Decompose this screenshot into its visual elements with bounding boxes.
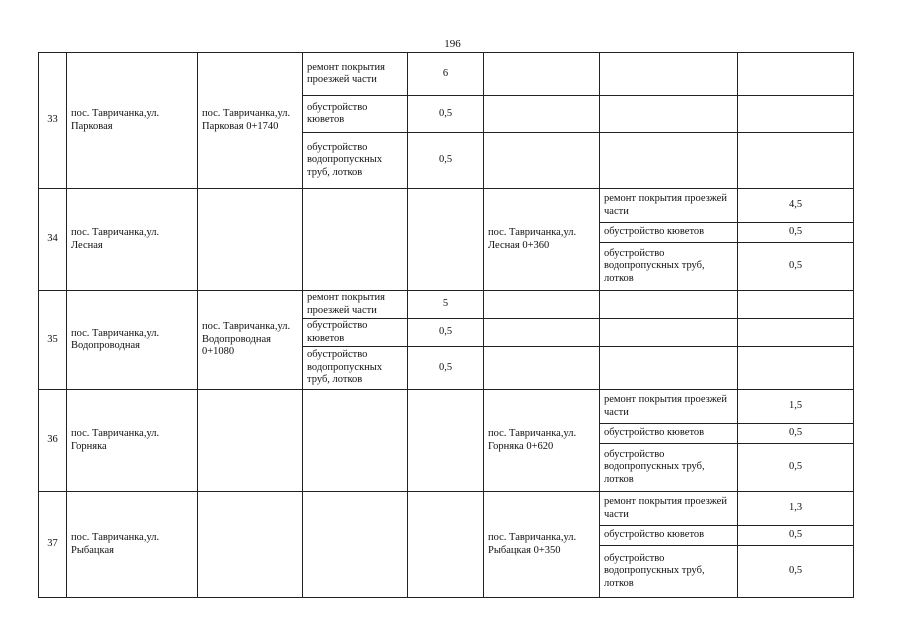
work-value: 0,5 bbox=[408, 319, 484, 347]
roads-table bbox=[38, 52, 854, 598]
work-name: обустройство кюветов bbox=[600, 424, 738, 444]
empty-cell bbox=[484, 319, 600, 347]
work-value: 0,5 bbox=[408, 133, 484, 189]
empty-cell bbox=[198, 390, 303, 492]
work-name: ремонт покрытия проезжей части bbox=[303, 53, 408, 96]
empty-cell bbox=[600, 291, 738, 319]
work-name: обустройство кюветов bbox=[600, 526, 738, 546]
location-cell: пос. Тавричанка,ул. Рыбацкая 0+350 bbox=[484, 492, 600, 598]
street-cell: пос. Тавричанка,ул. Лесная bbox=[67, 189, 198, 291]
location-cell: пос. Тавричанка,ул. Горняка 0+620 bbox=[484, 390, 600, 492]
row-number: 34 bbox=[39, 189, 67, 291]
row-number: 33 bbox=[39, 53, 67, 189]
empty-cell bbox=[198, 492, 303, 598]
work-name: обустройство водопропускных труб, лотков bbox=[600, 243, 738, 291]
empty-cell bbox=[600, 133, 738, 189]
location-cell: пос. Тавричанка,ул. Лесная 0+360 bbox=[484, 189, 600, 291]
empty-cell bbox=[600, 96, 738, 133]
empty-cell bbox=[303, 189, 408, 291]
work-value: 0,5 bbox=[738, 243, 854, 291]
empty-cell bbox=[738, 347, 854, 390]
street-cell: пос. Тавричанка,ул. Горняка bbox=[67, 390, 198, 492]
work-name: ремонт покрытия проезжей части bbox=[303, 291, 408, 319]
empty-cell bbox=[738, 133, 854, 189]
empty-cell bbox=[484, 96, 600, 133]
work-name: ремонт покрытия проезжей части bbox=[600, 492, 738, 526]
empty-cell bbox=[198, 189, 303, 291]
work-value: 0,5 bbox=[738, 546, 854, 598]
street-cell: пос. Тавричанка,ул. Водопроводная bbox=[67, 291, 198, 390]
work-value: 0,5 bbox=[738, 526, 854, 546]
table-row bbox=[39, 189, 854, 223]
work-value: 0,5 bbox=[738, 223, 854, 243]
street-cell: пос. Тавричанка,ул. Рыбацкая bbox=[67, 492, 198, 598]
empty-cell bbox=[738, 96, 854, 133]
work-name: обустройство кюветов bbox=[303, 319, 408, 347]
work-value: 0,5 bbox=[408, 96, 484, 133]
empty-cell bbox=[600, 319, 738, 347]
empty-cell bbox=[484, 133, 600, 189]
table-row bbox=[39, 291, 854, 319]
work-name: ремонт покрытия проезжей части bbox=[600, 189, 738, 223]
street-cell: пос. Тавричанка,ул. Парковая bbox=[67, 53, 198, 189]
work-name: ремонт покрытия проезжей части bbox=[600, 390, 738, 424]
work-value: 1,3 bbox=[738, 492, 854, 526]
work-value: 6 bbox=[408, 53, 484, 96]
empty-cell bbox=[600, 53, 738, 96]
empty-cell bbox=[408, 189, 484, 291]
location-cell: пос. Тавричанка,ул. Водопроводная 0+1080 bbox=[198, 291, 303, 390]
empty-cell bbox=[408, 492, 484, 598]
table-row bbox=[39, 390, 854, 424]
empty-cell bbox=[484, 53, 600, 96]
work-name: обустройство кюветов bbox=[600, 223, 738, 243]
work-value: 0,5 bbox=[738, 444, 854, 492]
empty-cell bbox=[484, 347, 600, 390]
row-number: 37 bbox=[39, 492, 67, 598]
work-name: обустройство кюветов bbox=[303, 96, 408, 133]
empty-cell bbox=[738, 53, 854, 96]
empty-cell bbox=[303, 390, 408, 492]
work-name: обустройство водопропускных труб, лотков bbox=[600, 444, 738, 492]
work-name: обустройство водопропускных труб, лотков bbox=[303, 133, 408, 189]
location-cell: пос. Тавричанка,ул. Парковая 0+1740 bbox=[198, 53, 303, 189]
work-value: 4,5 bbox=[738, 189, 854, 223]
row-number: 35 bbox=[39, 291, 67, 390]
empty-cell bbox=[408, 390, 484, 492]
row-number: 36 bbox=[39, 390, 67, 492]
work-name: обустройство водопропускных труб, лотков bbox=[600, 546, 738, 598]
work-value: 5 bbox=[408, 291, 484, 319]
work-name: обустройство водопропускных труб, лотков bbox=[303, 347, 408, 390]
table-row bbox=[39, 53, 854, 96]
table-row bbox=[39, 492, 854, 526]
work-value: 0,5 bbox=[408, 347, 484, 390]
work-value: 0,5 bbox=[738, 424, 854, 444]
page-number: 196 bbox=[444, 38, 461, 50]
work-value: 1,5 bbox=[738, 390, 854, 424]
empty-cell bbox=[600, 347, 738, 390]
empty-cell bbox=[303, 492, 408, 598]
empty-cell bbox=[484, 291, 600, 319]
empty-cell bbox=[738, 291, 854, 319]
empty-cell bbox=[738, 319, 854, 347]
